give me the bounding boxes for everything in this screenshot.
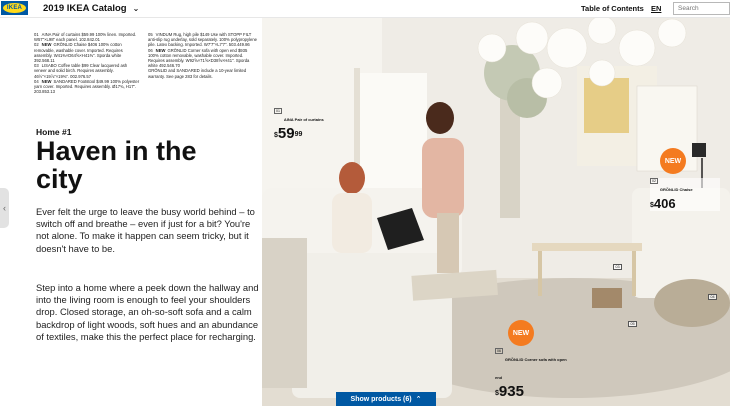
product-note — [34, 63, 140, 79]
product-note — [148, 48, 258, 69]
tag-description: AINA Pair of curtains — [283, 117, 324, 122]
note-new-label: NEW — [155, 47, 166, 53]
product-notes-col1 — [34, 32, 140, 94]
catalog-title: 2019 IKEA Catalog — [43, 3, 127, 14]
note-text: SANDARED Footstool $49.99 100% polyester yarn cover. Imported. Requires assembly. Ø17¾, H17". 203.853.13 — [34, 78, 140, 95]
product-note — [148, 32, 258, 48]
tag-description: GRÖNLID Chaise — [659, 187, 693, 192]
note-text: AINA Pair of curtains $59.99 100% linen. Imported. W57"×L98" each panel. 102.842.01 — [34, 32, 137, 43]
chevron-up-icon: ⌃ — [415, 396, 422, 403]
chevron-left-icon: ‹ — [3, 203, 6, 213]
note-number: 03 — [34, 63, 39, 69]
prev-page-tab[interactable] — [0, 188, 9, 228]
note-text: GRÖNLID Chaise $406 100% cotton removable, washable cover. Imported. Requires assembly. W41⅜×D64⅝×H41⅜". Sporda white 392.568.11 — [34, 42, 123, 64]
body-paragraph: Step into a home where a peek down the hallway and into the living room is enough to feel your shoulders drop. Closed storage, an oh-so-soft sofa and a calm backdrop of light woods, soft hues and an abundance of textiles, make this the perfect place for recharging. — [36, 282, 259, 342]
note-number: 02 — [34, 42, 39, 48]
note-text: GRÖNLID Corner sofa with open end $935 100% cotton removable, washable cover. Imported. Requires assembly. W92⅝×71⅝×D38⅝×H41". Sporda white 492.546.70 — [148, 47, 250, 69]
note-new-label: NEW — [41, 42, 52, 48]
product-note — [148, 68, 258, 78]
new-badge: NEW — [508, 320, 534, 346]
page-title: Haven in the city — [36, 136, 197, 194]
product-note — [34, 42, 140, 63]
callout-03[interactable]: 03 — [613, 264, 622, 270]
logo-text: IKEA — [6, 5, 23, 11]
sofa-price: $935 — [495, 383, 524, 400]
note-number: 04 — [34, 78, 39, 84]
logo-oval — [3, 3, 26, 13]
curtains-price-tag[interactable] — [274, 108, 344, 141]
curtains-price: $^{\$}59^{99}$ — [274, 125, 303, 142]
chaise-price: $406 — [650, 196, 676, 211]
ikea-logo[interactable] — [1, 1, 28, 15]
tag-number: 02 — [652, 179, 656, 183]
show-products-label: Show products (6) — [350, 395, 412, 403]
show-products-button[interactable] — [336, 392, 436, 406]
note-number: 06 — [148, 47, 153, 53]
product-note — [34, 79, 140, 95]
sofa-price-tag[interactable] — [495, 348, 573, 399]
note-number: 01 — [34, 32, 39, 37]
new-badge: NEW — [660, 148, 686, 174]
note-text: GRÖNLID and SANDARED include a 10-year limited warranty. See page 283 for details. — [148, 68, 247, 79]
tag-description: GRÖNLID Corner sofa with open end — [495, 357, 567, 380]
catalog-title-dropdown[interactable] — [43, 3, 139, 14]
note-new-label: NEW — [41, 78, 52, 84]
product-notes-col2 — [148, 32, 258, 79]
intro-paragraph: Ever felt the urge to leave the busy world behind – to switch off and breathe – even if just for a bit? You're not alone. To make it happen can seem tricky, but it doesn't have to be. — [36, 206, 255, 254]
tag-number: 06 — [497, 349, 501, 353]
tag-number: 01 — [276, 109, 280, 113]
language-link[interactable]: EN — [651, 4, 662, 13]
living-room-photo — [262, 18, 730, 406]
callout-05[interactable]: 05 — [628, 321, 637, 327]
section-label: Home #1 — [36, 127, 72, 137]
search-input[interactable] — [673, 2, 730, 15]
chevron-down-icon: ⌄ — [132, 4, 140, 13]
note-text: LISABO Coffee table $99 Clear lacquered ash veneer and solid birch. Requires assembly. 46½"×19⅞"×19⅜". 002.976.57 — [34, 63, 128, 79]
product-note — [34, 32, 140, 42]
chaise-price-tag[interactable] — [650, 178, 720, 211]
table-of-contents-link[interactable]: Table of Contents — [581, 4, 644, 13]
callout-04[interactable]: 04 — [708, 294, 717, 300]
note-number: 05 — [148, 32, 153, 37]
top-bar — [0, 0, 730, 18]
note-text: VINDUM Rug, high pile $149 Use with STOPP FILT anti-slip rug underlay, sold separately. 100% polypropylene pile. Latex backing. Imported. W7'7"×L7'7". 503.449.86 — [148, 32, 258, 48]
